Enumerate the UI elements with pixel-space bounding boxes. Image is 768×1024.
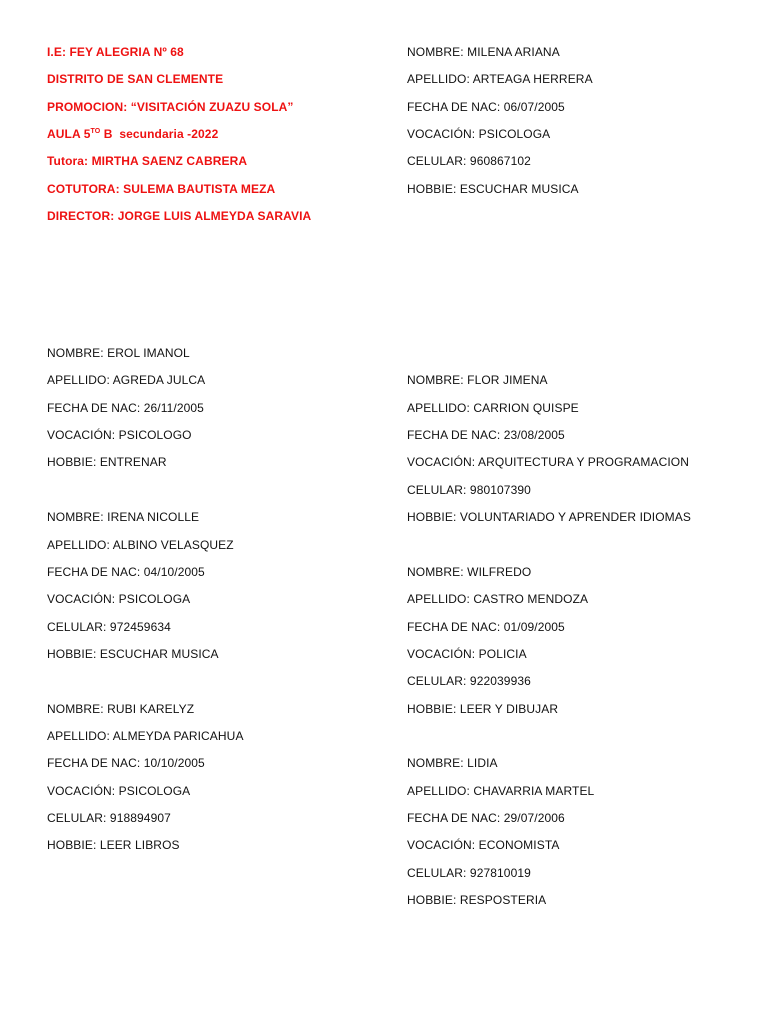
student-birthdate: FECHA DE NAC: 01/09/2005 (407, 620, 565, 634)
student-hobby: HOBBIE: ESCUCHAR MUSICA (407, 182, 579, 196)
student-surname: APELLIDO: AGREDA JULCA (47, 373, 206, 387)
student-hobby: HOBBIE: RESPOSTERIA (407, 893, 547, 907)
student-name: NOMBRE: RUBI KARELYZ (47, 702, 195, 716)
student-vocation: VOCACIÓN: ARQUITECTURA Y PROGRAMACION (407, 455, 689, 469)
student-vocation: VOCACIÓN: POLICIA (407, 647, 527, 661)
student-hobby: HOBBIE: LEER LIBROS (47, 838, 180, 852)
student-surname: APELLIDO: CASTRO MENDOZA (407, 592, 589, 606)
student-surname: APELLIDO: ARTEAGA HERRERA (407, 72, 593, 86)
student-birthdate: FECHA DE NAC: 26/11/2005 (47, 401, 204, 415)
student-name: NOMBRE: IRENA NICOLLE (47, 510, 200, 524)
student-phone: CELULAR: 918894907 (47, 811, 171, 825)
classroom-grade: AULA 5 (47, 127, 91, 141)
classroom-grade-suffix: TO (90, 128, 101, 135)
tutor: Tutora: MIRTHA SAENZ CABRERA (47, 154, 248, 168)
student-surname: APELLIDO: CHAVARRIA MARTEL (407, 784, 595, 798)
student-vocation: VOCACIÓN: PSICOLOGO (47, 428, 192, 442)
student-vocation: VOCACIÓN: PSICOLOGA (47, 784, 191, 798)
student-birthdate: FECHA DE NAC: 29/07/2006 (407, 811, 565, 825)
classroom (47, 127, 218, 141)
student-hobby: HOBBIE: VOLUNTARIADO Y APRENDER IDIOMAS (407, 510, 691, 524)
student-phone: CELULAR: 972459634 (47, 620, 171, 634)
student-surname: APELLIDO: ALMEYDA PARICAHUA (47, 729, 244, 743)
student-name: NOMBRE: FLOR JIMENA (407, 373, 548, 387)
promotion: PROMOCION: “VISITACIÓN ZUAZU SOLA” (47, 100, 294, 114)
classroom-section: B secundaria -2022 (100, 127, 219, 141)
director: DIRECTOR: JORGE LUIS ALMEYDA SARAVIA (47, 209, 312, 223)
student-vocation: VOCACIÓN: PSICOLOGA (47, 592, 191, 606)
student-phone: CELULAR: 927810019 (407, 866, 531, 880)
student-birthdate: FECHA DE NAC: 10/10/2005 (47, 756, 205, 770)
student-phone: CELULAR: 922039936 (407, 674, 531, 688)
student-hobby: HOBBIE: LEER Y DIBUJAR (407, 702, 559, 716)
student-birthdate: FECHA DE NAC: 04/10/2005 (47, 565, 205, 579)
student-birthdate: FECHA DE NAC: 23/08/2005 (407, 428, 565, 442)
student-name: NOMBRE: MILENA ARIANA (407, 45, 560, 59)
student-phone: CELULAR: 980107390 (407, 483, 531, 497)
school-name: I.E: FEY ALEGRIA Nº 68 (47, 45, 184, 59)
student-hobby: HOBBIE: ESCUCHAR MUSICA (47, 647, 219, 661)
student-name: NOMBRE: EROL IMANOL (47, 346, 190, 360)
student-phone: CELULAR: 960867102 (407, 154, 531, 168)
student-vocation: VOCACIÓN: ECONOMISTA (407, 838, 560, 852)
student-hobby: HOBBIE: ENTRENAR (47, 455, 167, 469)
student-birthdate: FECHA DE NAC: 06/07/2005 (407, 100, 565, 114)
student-name: NOMBRE: WILFREDO (407, 565, 532, 579)
student-surname: APELLIDO: ALBINO VELASQUEZ (47, 538, 234, 552)
district: DISTRITO DE SAN CLEMENTE (47, 72, 224, 86)
student-vocation: VOCACIÓN: PSICOLOGA (407, 127, 551, 141)
cotutor: COTUTORA: SULEMA BAUTISTA MEZA (47, 182, 276, 196)
student-surname: APELLIDO: CARRION QUISPE (407, 401, 579, 415)
student-name: NOMBRE: LIDIA (407, 756, 498, 770)
